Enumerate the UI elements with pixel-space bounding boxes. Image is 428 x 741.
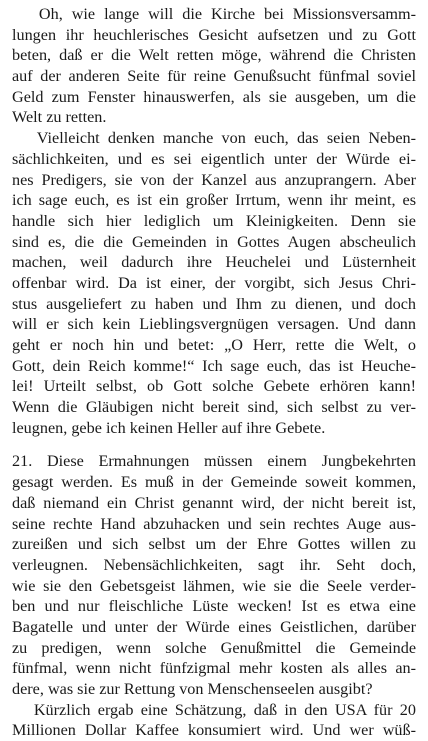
text-line: offenbar wird. Da ist einer, der vorgibt, sich Jesus Chri- [12,273,416,292]
paragraph-4 [12,700,416,741]
text-line: geht er noch hin und betet: „O Herr, rette die Welt, o [12,336,416,354]
text-line: dere, was sie zur Rettung von Menschenseelen ausgibt? [12,680,373,698]
text-line: Oh, wie lange will die Kirche bei Missionsversamm- [12,5,416,23]
text-line: zureißen und sich selbst um der Ehre Gottes willen zu [12,535,416,554]
text-line: wie sie den Gebetsgeist lähmen, wie sie die Seele verder- [12,576,416,595]
text-line: zu predigen, wenn solche Genußmittel die Gemeinde [12,638,416,657]
text-line: Kürzlich ergab eine Schätzung, daß in den USA für 20 [12,700,416,719]
text-line: lei! Urteilt selbst, ob Gott solche Gebete erhören kann! [12,377,416,396]
text-line: nes Predigers, sie von der Kanzel aus anzuprangern. Aber [12,170,416,189]
text-line: Welt zu retten. [12,108,107,127]
text-line: ich sage euch, es ist ein großer Irrtum, wenn ihr meint, es [12,191,416,210]
text-line: leugnen, gebe ich keinen Heller auf ihre Gebete. [12,418,326,437]
text-line: auf der anderen Seite für reine Genußsucht fünfmal soviel [12,67,416,86]
text-line: handle sich hier lediglich um Kleinigkeiten. Denn sie [12,211,416,230]
text-line: Gott, dein Reich komme!“ Ich sage euch, das ist Heuche- [12,356,416,375]
text-line: sächlichkeiten, und es sei eigentlich unter der Würde ei- [12,149,416,168]
text-line: Millionen Dollar Kaffee konsumiert wird. Und wer wüß- [12,721,416,740]
text-line: will er sich kein Lieblingsvergnügen versagen. Und dann [12,315,416,334]
text-line: seine rechte Hand abzuhacken und sein rechtes Auge aus- [12,514,416,533]
text-line: stus ausgeliefert zu haben und Ihm zu dienen, und doch [12,294,416,313]
text-line: sind es, die die Gemeinden in Gottes Augen abscheulich [12,232,416,251]
text-line: Wenn die Gläubigen nicht bereit sind, sich selbst zu ver- [12,398,416,417]
paragraph-gap [12,438,416,451]
paragraph-1 [12,4,416,128]
paragraph-2 [12,128,416,438]
text-line: machen, weil dadurch ihre Heuchelei und Lüsternheit [12,253,416,272]
text-line: Geld zum Fenster hinauswerfen, als sie ausgeben, um die [12,87,416,106]
text-line: daß niemand ein Christ genannt wird, der nicht bereit ist, [12,493,416,512]
text-line: ben und nur fleischliche Lüste wecken! Ist es etwa eine [12,597,416,616]
document-page [12,4,416,741]
text-line: gesagt werden. Es muß in der Gemeinde soweit kommen, [12,473,416,492]
text-line: fünfmal, wenn nicht fünfzigmal mehr kosten als alles an- [12,659,416,678]
text-line: verleugnen. Nebensächlichkeiten, sagt ihr. Seht doch, [12,555,416,574]
text-line: beten, daß er die Welt retten möge, während die Christen [12,46,416,65]
text-line: Vielleicht denken manche von euch, das seien Neben- [12,129,416,148]
paragraph-21 [12,451,416,699]
text-line: lungen ihr heuchlerisches Gesicht aufsetzen und zu Gott [12,25,416,44]
text-line: 21. Diese Ermahnungen müssen einem Jungbekehrten [12,452,416,471]
text-line: Bagatelle und unter der Würde eines Geistlichen, darüber [12,617,416,636]
